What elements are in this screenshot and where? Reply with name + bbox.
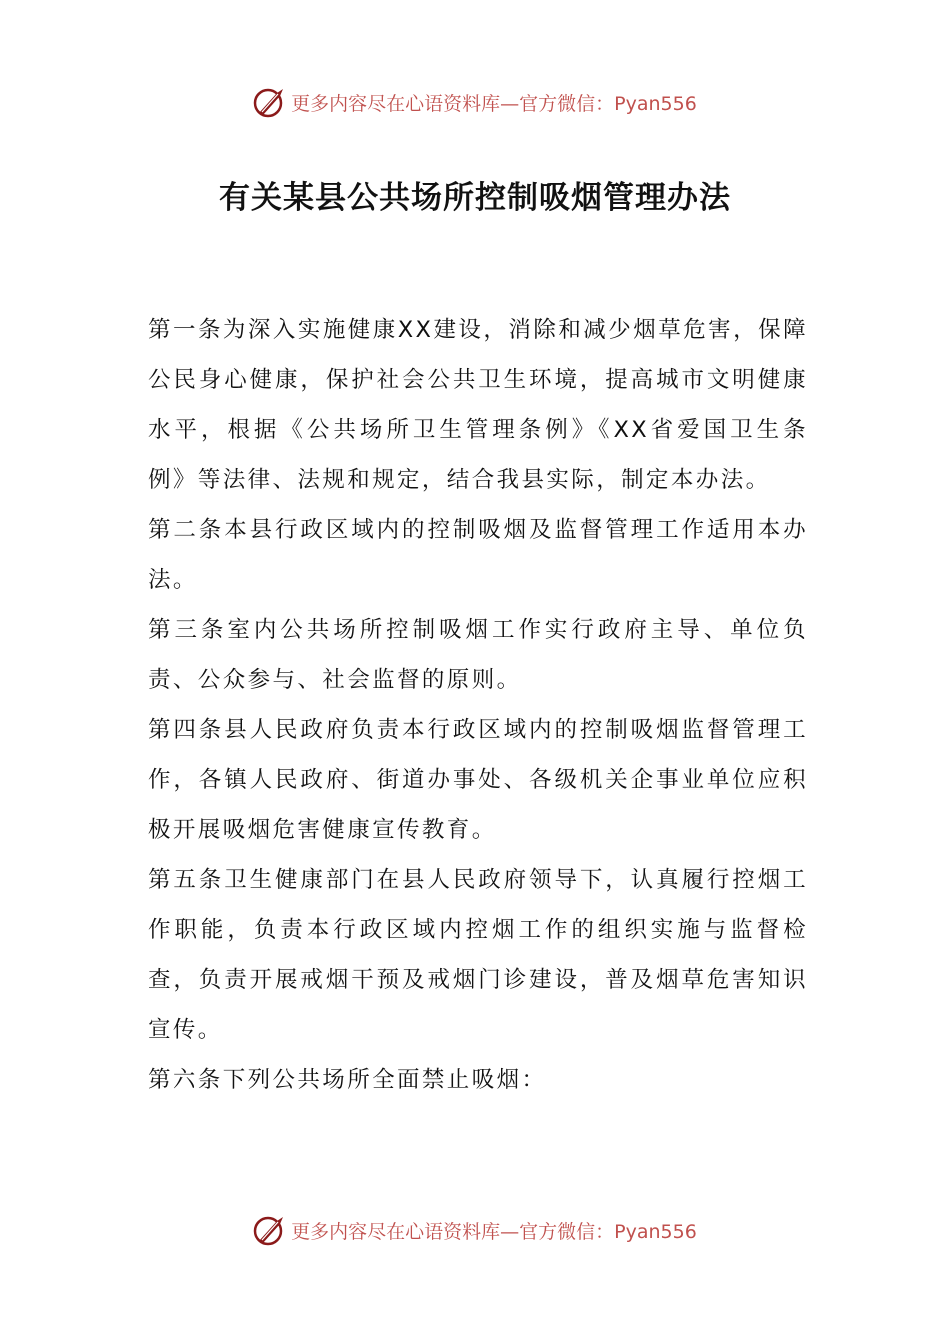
header-banner-text <box>291 89 697 116</box>
article-3: 第三条室内公共场所控制吸烟工作实行政府主导、单位负责、公众参与、社会监督的原则。 <box>148 617 808 693</box>
article-5: 第五条卫生健康部门在县人民政府领导下，认真履行控烟工作职能，负责本行政区域内控烟工作的组织实施与监督检查，负责开展戒烟干预及戒烟门诊建设，普及烟草危害知识宣传。 <box>148 867 808 1043</box>
article-4: 第四条县人民政府负责本行政区域内的控制吸烟监督管理工作，各镇人民政府、街道办事处、各级机关企事业单位应积极开展吸烟危害健康宣传教育。 <box>148 717 808 843</box>
header-wechat-id: Pyan556 <box>614 92 697 115</box>
footer-wechat-id: Pyan556 <box>614 1220 697 1243</box>
footer-banner <box>0 1208 950 1252</box>
document-title: 有关某县公共场所控制吸烟管理办法 <box>219 180 731 216</box>
header-banner-label: 更多内容尽在心语资料库—官方微信： <box>291 92 615 115</box>
article-2: 第二条本县行政区域内的控制吸烟及监督管理工作适用本办法。 <box>148 517 808 593</box>
article-6: 第六条下列公共场所全面禁止吸烟： <box>148 1067 547 1093</box>
quill-pen-icon <box>253 85 287 119</box>
document-body <box>148 305 808 1105</box>
header-banner <box>0 80 950 124</box>
quill-pen-icon <box>253 1213 287 1247</box>
footer-banner-label: 更多内容尽在心语资料库—官方微信： <box>291 1220 615 1243</box>
article-1: 第一条为深入实施健康XX建设，消除和减少烟草危害，保障公民身心健康，保护社会公共卫生环境，提高城市文明健康水平，根据《公共场所卫生管理条例》《XX省爱国卫生条例》等法律、法规和规定，结合我县实际，制定本办法。 <box>148 317 808 493</box>
footer-banner-text <box>291 1217 697 1244</box>
